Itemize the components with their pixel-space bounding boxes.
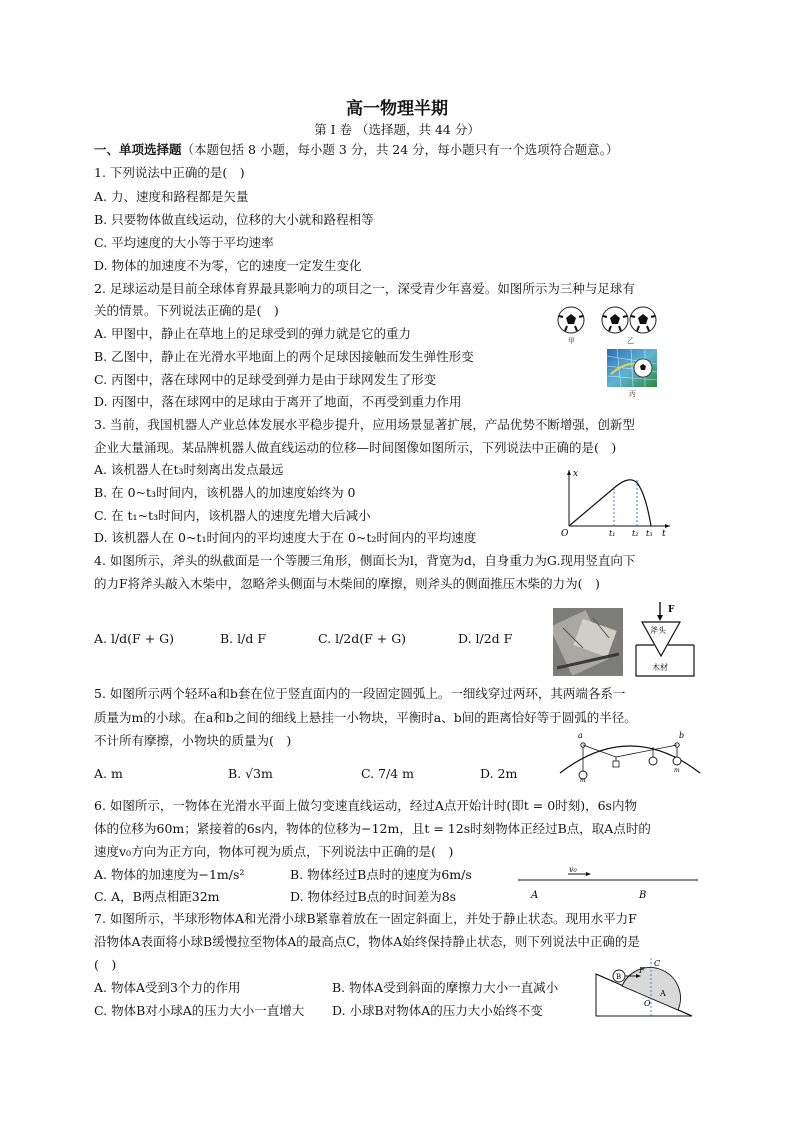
section-heading: 一、单项选择题 [94,142,182,157]
q3-option-c: C. 在 t₁~t₃时间内，该机器人的速度先增大后减小 [94,508,371,523]
q7-incline-figure [594,956,694,1024]
q6-stem-line3: 速度v₀方向为正方向，物体可视为质点，下列说法中正确的是( ) [94,844,454,859]
q3-option-b: B. 在 0~t₃时间内，该机器人的加速度始终为 0 [94,485,356,500]
q6-option-b: B. 物体经过B点时的速度为6m/s [290,867,472,882]
t2-label: t₂ [632,529,639,538]
section-instruction: （本题包括 8 小题，每小题 3 分，共 24 分，每小题只有一个选项符合题意。） [181,142,619,157]
label-m1: m [580,777,586,783]
xt-curve [569,480,651,526]
q5-arc-figure [556,727,704,787]
q5-option-b: B. √3m [228,766,273,781]
q1-option-b: B. 只要物体做直线运动，位移的大小就和路程相等 [94,212,374,227]
q3-stem-line2: 企业大量涌现。某品牌机器人做直线运动的位移—时间图像如图所示，下列说法中正确的是( ) [94,440,617,455]
q4-option-b: B. l/d F [220,631,266,646]
ball-right [673,757,681,765]
axis-label-t: t [662,529,666,538]
q5-stem-line2: 质量为m的小球。在a和b之间的细线上悬挂一小物块，平衡时a、b间的距离恰好等于圆弧的半径。 [94,710,637,725]
ball-middle [649,757,657,765]
q5-stem-line1: 5. 如图所示两个轻环a和b套在位于竖直面内的一段固定圆弧上。一细线穿过两环，其两端各系一 [94,686,626,701]
section-subtitle: 第 I 卷 （选择题，共 44 分） [314,122,480,137]
label-v0: v₀ [569,866,577,874]
q2-option-a: A. 甲图中，静止在草地上的足球受到的弹力就是它的重力 [94,326,411,341]
soccer-ball-icon [634,359,652,377]
q1-option-a: A. 力、速度和路程都是矢量 [94,189,249,204]
q1-option-d: D. 物体的加速度不为零，它的速度一定发生变化 [94,258,362,273]
q5-option-a: A. m [94,766,123,781]
label-point-b: B [639,890,647,901]
q2-option-b: B. 乙图中，静止在光滑水平地面上的两个足球因接触而发生弹性形变 [94,349,474,364]
label-b: b [679,731,685,740]
soccer-ball-icon [630,307,656,333]
q6-option-d: D. 物体经过B点的时间差为8s [290,889,457,904]
label-f: F [639,966,645,975]
fig-label-yi: 乙 [627,337,634,345]
q4-option-c: C. l/2d(F + G) [318,631,407,646]
force-label: F [668,605,675,615]
q2-stem-line1: 2. 足球运动是目前全球体育界最具影响力的项目之一，深受青少年喜爱。如图所示为三种与足球有 [94,281,635,296]
q6-option-c: C. A，B两点相距32m [94,889,220,904]
axe-label: 斧头 [650,626,666,635]
q7-stem-line2: 沿物体A表面将小球B缓慢拉至物体A的最高点C，物体A始终保持静止状态，则下列说法中正确的是 [94,934,640,949]
q7-option-c: C. 物体B对小球A的压力大小一直增大 [94,1003,305,1018]
q7-option-b: B. 物体A受到斜面的摩擦力大小一直减小 [332,980,559,995]
q3-option-a: A. 该机器人在t₃时刻离出发点最远 [94,462,284,477]
label-b: B [616,973,622,981]
label-a: A [660,989,666,998]
q2-option-d: D. 丙图中，落在球网中的足球由于离开了地面，不再受到重力作用 [94,394,462,409]
soccer-ball-icon [602,307,628,333]
q4-stem-line2: 的力F将斧头敲入木柴中，忽略斧头侧面与木柴间的摩擦，则斧头的侧面推压木柴的力为( ) [94,576,600,591]
t1-label: t₁ [609,529,616,538]
q2-option-c: C. 丙图中，落在球网中的足球受到弹力是由于球网发生了形变 [94,372,437,387]
q4-axe-photo [553,608,623,680]
q7-stem-line3: ( ) [94,957,117,972]
axis-label-x: x [573,469,579,479]
q1-stem: 1. 下列说法中正确的是( ) [94,165,245,180]
q2-stem-line2: 关的情景。下列说法正确的是( ) [94,303,279,318]
label-a: a [578,731,583,740]
label-point-a: A [531,890,539,901]
q5-stem-line3: 不计所有摩擦，小物块的质量为( ) [94,733,292,748]
q7-option-d: D. 小球B对物体A的压力大小始终不变 [332,1003,543,1018]
fig-label-bing: 丙 [629,390,636,398]
origin-label: O [561,529,569,538]
q4-option-d: D. l/2d F [458,631,513,646]
q4-stem-line1: 4. 如图所示，斧头的纵截面是一个等腰三角形，侧面长为l，背宽为d，自身重力为G.现用竖直向下 [94,553,636,568]
q3-xt-graph [558,466,674,542]
q2-figure [555,304,665,402]
q6-stem-line1: 6. 如图所示，一物体在光滑水平面上做匀变速直线运动，经过A点开始计时(即t = 0时刻)，6s内物 [94,798,637,813]
fig-label-jia: 甲 [568,337,575,345]
q6-line-figure [516,866,700,906]
soccer-ball-icon [558,307,584,333]
q6-stem-line2: 体的位移为60m；紧接着的6s内，物体的位移为−12m，且t = 12s时刻物体正经过B点，取A点时的 [94,821,651,836]
small-block [613,761,619,767]
q4-option-a: A. l/d(F + G) [94,631,175,646]
label-c: C [654,959,661,968]
label-o: O [644,999,651,1008]
q6-option-a: A. 物体的加速度为−1m/s² [94,867,245,882]
section-1-header [94,142,618,158]
q3-stem-line1: 3. 当前，我国机器人产业总体发展水平稳步提升，应用场景显著扩展，产品优势不断增强，创新型 [94,417,635,432]
label-m2: m [674,767,680,774]
wood-label: 木材 [652,663,668,672]
q1-option-c: C. 平均速度的大小等于平均速率 [94,235,274,250]
page-title: 高一物理半期 [346,99,448,119]
t3-label: t₃ [646,529,653,538]
q5-option-d: D. 2m [480,766,518,781]
q3-option-d: D. 该机器人在 0~t₁时间内的平均速度大于在 0~t₂时间内的平均速度 [94,530,477,545]
q7-stem-line1: 7. 如图所示，半球形物体A和光滑小球B紧靠着放在一固定斜面上，并处于静止状态。现用水平力F [94,911,637,926]
q4-axe-diagram [634,600,700,682]
q7-option-a: A. 物体A受到3个力的作用 [94,980,241,995]
q5-option-c: C. 7/4 m [361,766,415,781]
